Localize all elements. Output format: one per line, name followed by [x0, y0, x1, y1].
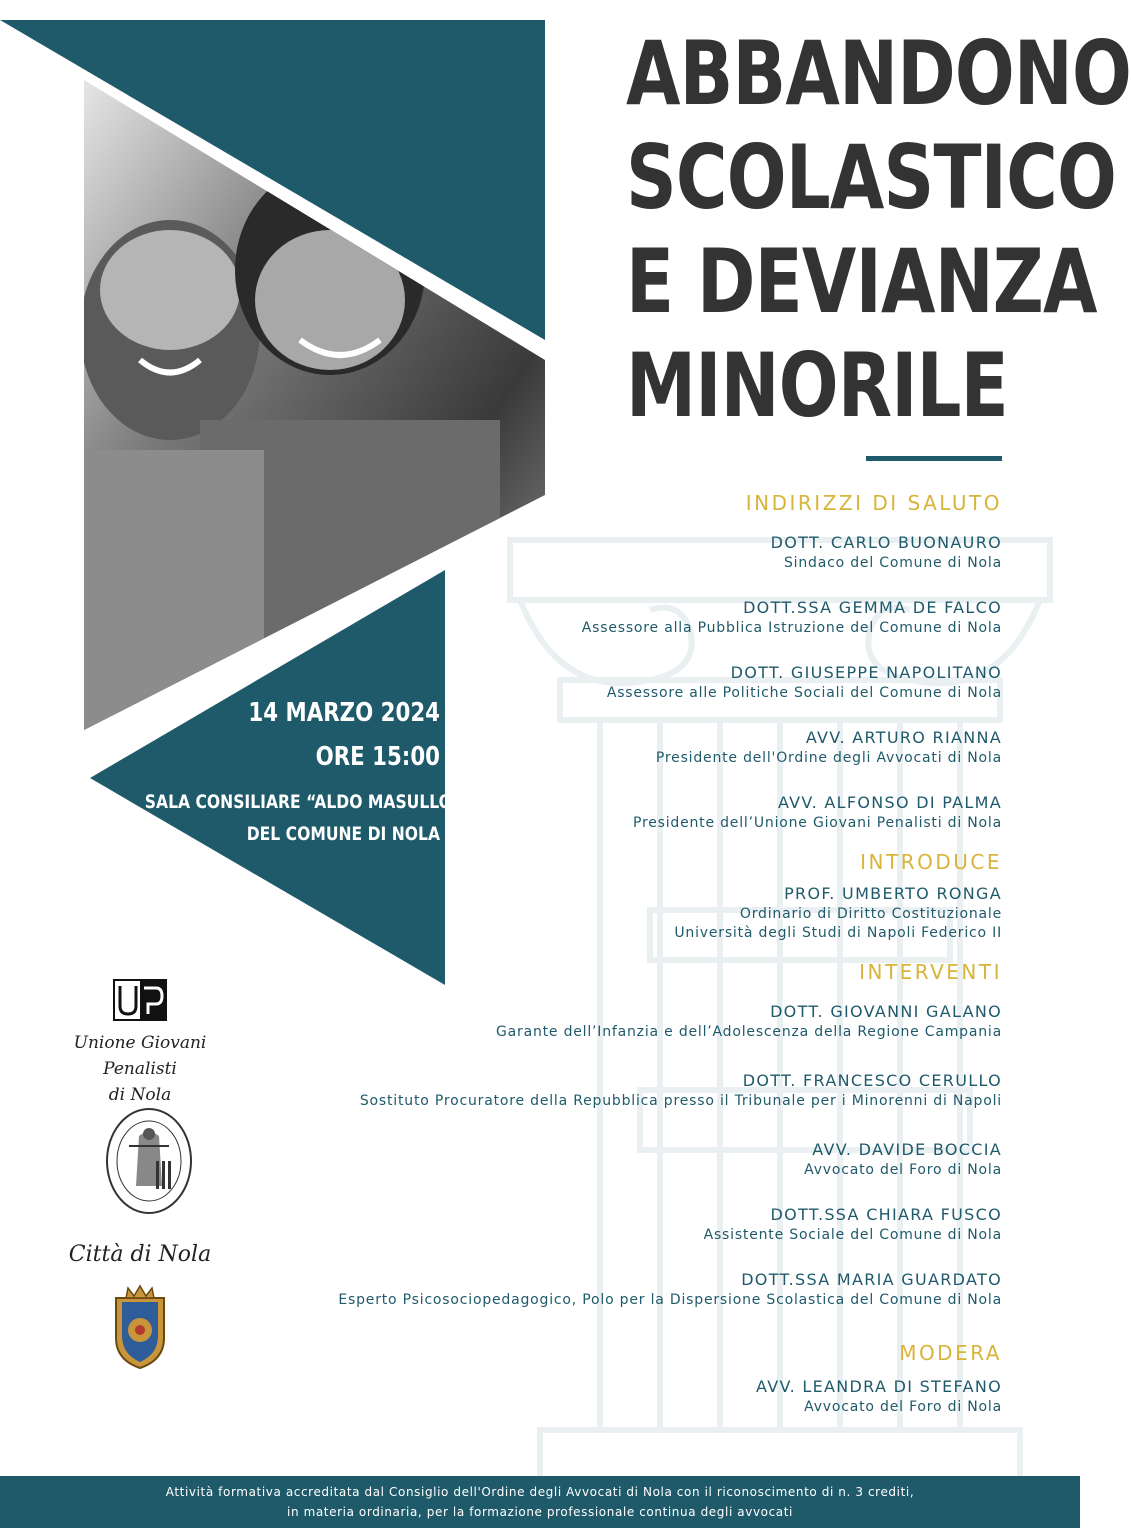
program [242, 488, 1002, 1417]
speaker-name: AVV. ALFONSO DI PALMA [777, 793, 1002, 812]
ugp-name-line-1: Unione Giovani Penalisti [73, 1033, 207, 1079]
speaker-item [242, 727, 1002, 768]
speaker-role: Assessore alle Politiche Sociali del Comune di Nola [606, 685, 1002, 701]
speaker-role: Assistente Sociale del Comune di Nola [703, 1227, 1002, 1243]
section-title-saluto: INDIRIZZI DI SALUTO [745, 491, 1002, 515]
speaker-role: Presidente dell'Ordine degli Avvocati di Nola [655, 750, 1002, 766]
speaker-item [242, 792, 1002, 833]
speaker-name: DOTT.SSA CHIARA FUSCO [770, 1205, 1002, 1224]
speaker-role: Avvocato del Foro di Nola [804, 1162, 1002, 1178]
speaker-item [242, 1269, 1002, 1310]
speaker-role: Assessore alla Pubblica Istruzione del Comune di Nola [581, 620, 1002, 636]
event-venue-line-2: DEL COMUNE DI NOLA [246, 823, 440, 845]
speaker-role: Avvocato del Foro di Nola [804, 1399, 1002, 1415]
event-date: 14 MARZO 2024 [248, 698, 440, 728]
speaker-name: DOTT. CARLO BUONAURO [770, 533, 1002, 552]
ugp-name-line-2: di Nola [108, 1085, 172, 1105]
speaker-name: DOTT.SSA GEMMA DE FALCO [743, 598, 1002, 617]
title-line-2: SCOLASTICO [626, 126, 1116, 229]
citta-nola-name: Città di Nola [68, 1242, 212, 1267]
citta-nola-logo [60, 1238, 220, 1374]
ugp-logo [40, 980, 240, 1108]
speaker-role: Sostituto Procuratore della Repubblica presso il Tribunale per i Minorenni di Napoli [359, 1093, 1002, 1109]
speaker-role: Garante dell’Infanzia e dell’Adolescenza della Regione Campania [495, 1024, 1002, 1040]
event-venue-line-1: SALA CONSILIARE “ALDO MASULLO” [144, 791, 463, 813]
speaker-item [242, 883, 1002, 943]
speaker-role: Sindaco del Comune di Nola [784, 555, 1002, 571]
speaker-name: AVV. LEANDRA DI STEFANO [756, 1377, 1002, 1396]
speaker-item [242, 1376, 1002, 1417]
speaker-name: DOTT.SSA MARIA GUARDATO [741, 1270, 1002, 1289]
speaker-role: Ordinario di Diritto Costituzionale [739, 906, 1002, 922]
speaker-item [242, 1204, 1002, 1245]
speaker-role: Esperto Psicosociopedagogico, Polo per la Dispersione Scolastica del Comune di Nola [338, 1292, 1002, 1308]
poster-title [532, 22, 1131, 438]
speaker-name: PROF. UMBERTO RONGA [784, 884, 1002, 903]
ugp-mark-icon [114, 980, 166, 1020]
title-line-4: MINORILE [626, 334, 1008, 437]
speaker-name: DOTT. GIUSEPPE NAPOLITANO [730, 663, 1002, 682]
section-title-modera: MODERA [899, 1341, 1002, 1365]
nola-crest-icon [108, 1278, 172, 1370]
speaker-role-2: Università degli Studi di Napoli Federico II [674, 925, 1002, 941]
speaker-item [242, 1139, 1002, 1180]
speaker-name: DOTT. GIOVANNI GALANO [770, 1002, 1002, 1021]
ordine-avvocati-seal-icon [104, 1106, 194, 1216]
speaker-item [242, 1001, 1002, 1042]
speaker-item [242, 532, 1002, 573]
section-title-interventi: INTERVENTI [859, 960, 1002, 984]
speaker-name: DOTT. FRANCESCO CERULLO [742, 1071, 1002, 1090]
footer-line-2: in materia ordinaria, per la formazione professionale continua degli avvocati [287, 1505, 793, 1519]
speaker-item [242, 662, 1002, 703]
event-time: ORE 15:00 [315, 742, 440, 772]
title-line-3: E DEVIANZA [626, 230, 1097, 333]
speaker-name: AVV. DAVIDE BOCCIA [812, 1140, 1002, 1159]
speaker-role: Presidente dell’Unione Giovani Penalisti di Nola [632, 815, 1002, 831]
speaker-name: AVV. ARTURO RIANNA [805, 728, 1002, 747]
speaker-item [242, 597, 1002, 638]
footer-banner [0, 1476, 1080, 1528]
section-title-introduce: INTRODUCE [860, 850, 1002, 874]
speaker-item [242, 1070, 1002, 1111]
title-underline [866, 456, 1002, 461]
title-line-1: ABBANDONO [626, 22, 1131, 125]
footer-line-1: Attività formativa accreditata dal Consiglio dell'Ordine degli Avvocati di Nola con il riconoscimento di n. 3 crediti, [165, 1485, 915, 1499]
